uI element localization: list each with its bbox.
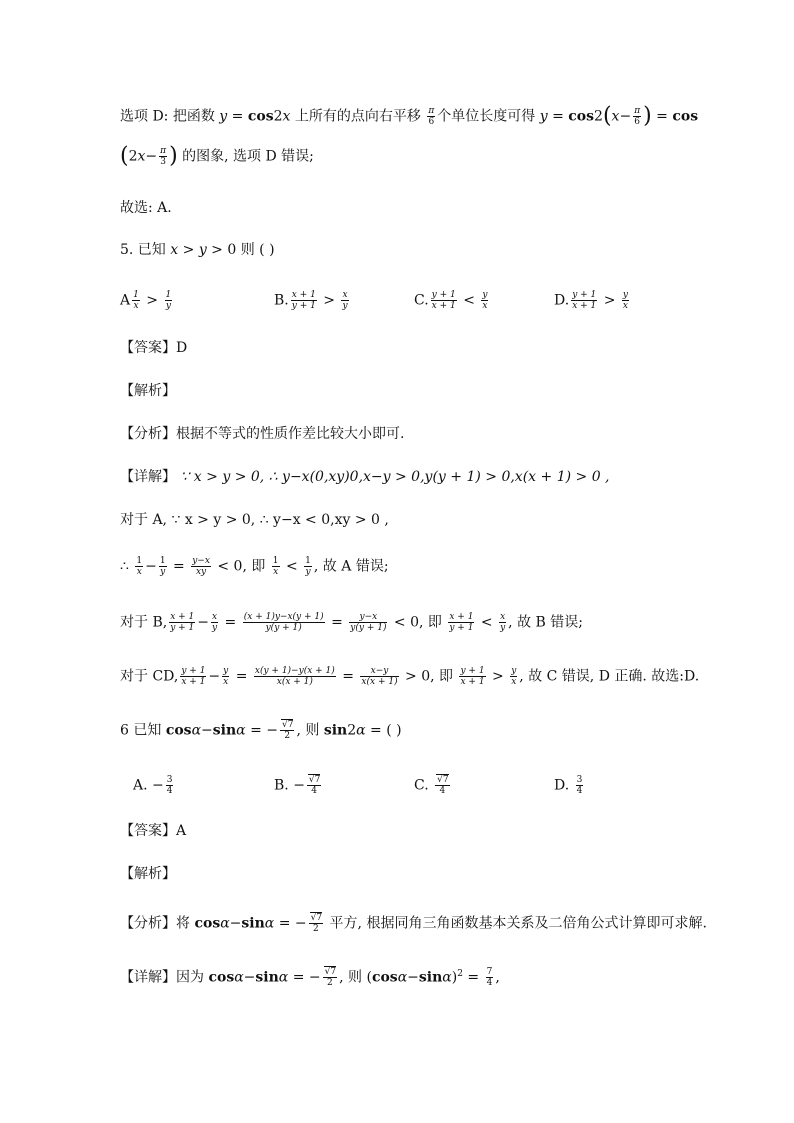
q6-option-c: C. $\frac{√7}{4}$ [414, 775, 449, 796]
q5-detail: 【详解】 ∵ x > y > 0, ∴ y−x(0,xy)0,x−y > 0,y(y + 1) > 0,x(x + 1) > 0 , [120, 469, 610, 485]
q6-detail: 【详解】因为 cosα−sinα = − $\frac{√7}{2}$ , 则 $(\cos\alpha-\sin\alpha)^2$ = $\frac{7}{4}$ , [120, 967, 500, 989]
q5-for-a: 对于 A, ∵ x > y > 0, ∴ y−x < 0,xy > 0 , [120, 512, 389, 528]
d-option-line: 选项 D: 把函数 y = cos2x 上所有的点向右平移 $\frac{\pi}{6}$ 个单位长度可得 y = cos2(x− $\frac{\pi}{6}$ ) = cos [120, 103, 699, 129]
d-option-suffix: 的图象, 选项 D 错误; [177, 148, 314, 165]
q5-cd-derivation: 对于 CD, $\frac{y + 1}{x + 1}$ − $\frac{y}{x}$ = $\frac{x(y + 1)-y(x + 1)}{x(x + 1)}$ = $\frac{x-y}{x(x + 1)}$ > 0, 即 $\frac{y + 1}{x + 1}$ > $\frac{y}{x}$ , 故 C 错误, D 正确. 故选:D. [120, 666, 700, 687]
q5-stem: 5. 已知 x > y > 0 则 ( ) [120, 242, 275, 258]
q5-a-derivation: ∴ $\frac{1}{x}$ − $\frac{1}{y}$ = $\frac{y-x}{xy}$ < 0, 即 $\frac{1}{x}$ < $\frac{1}{y}$ , 故 A 错误; [120, 556, 389, 577]
q6-option-b: B. − $\frac{√7}{4}$ [274, 775, 321, 796]
d-option-line-cont: (2x− $\frac{\pi}{3}$ ) 的图象, 选项 D 错误; [120, 143, 314, 169]
q5-option-c: C. $\frac{y + 1}{x + 1}$ < $\frac{y}{x}$ [414, 290, 488, 311]
q6-stem: 6 已知 cosα−sinα = − $\frac{√7}{2}$ , 则 sin2α = ( ) [120, 720, 402, 741]
q5-b-derivation: 对于 B, $\frac{x + 1}{y + 1}$ − $\frac{x}{y}$ = $\frac{(x + 1)y-x(y + 1)}{y(y + 1)}$ = $\frac{y-x}{y(y + 1)}$ < 0, 即 $\frac{x + 1}{y + 1}$ < $\frac{x}{y}$ , 故 B 错误; [120, 612, 583, 633]
previous-conclusion: 故选: A. [120, 200, 172, 216]
q6-option-a: A. − $\frac{3}{4}$ [133, 775, 173, 796]
d-option-text-1: 选项 D: 把函数 [120, 108, 220, 125]
q6-analysis-heading: 【解析】 [120, 866, 176, 882]
q5-option-d: D. $\frac{y + 1}{x + 1}$ > $\frac{y}{x}$ [554, 290, 628, 311]
q5-analysis-heading: 【解析】 [120, 383, 176, 399]
d-option-text-2: 上所有的点向右平移 [290, 108, 426, 125]
d-option-text-3: 个单位长度可得 [437, 108, 540, 125]
q5-option-b: B. $\frac{x + 1}{y + 1}$ > $\frac{x}{y}$ [274, 290, 348, 311]
q5-analysis: 【分析】根据不等式的性质作差比较大小即可. [120, 426, 405, 442]
q6-answer: 【答案】A [120, 823, 187, 839]
q5-option-a: A $\frac{1}{x}$ > $\frac{1}{y}$ [120, 290, 172, 311]
q5-answer: 【答案】D [120, 340, 188, 356]
q6-option-d: D. $\frac{3}{4}$ [554, 775, 583, 796]
q6-analysis: 【分析】将 cosα−sinα = − $\frac{√7}{2}$ 平方, 根据同角三角函数基本关系及二倍角公式计算即可求解. [120, 913, 707, 934]
